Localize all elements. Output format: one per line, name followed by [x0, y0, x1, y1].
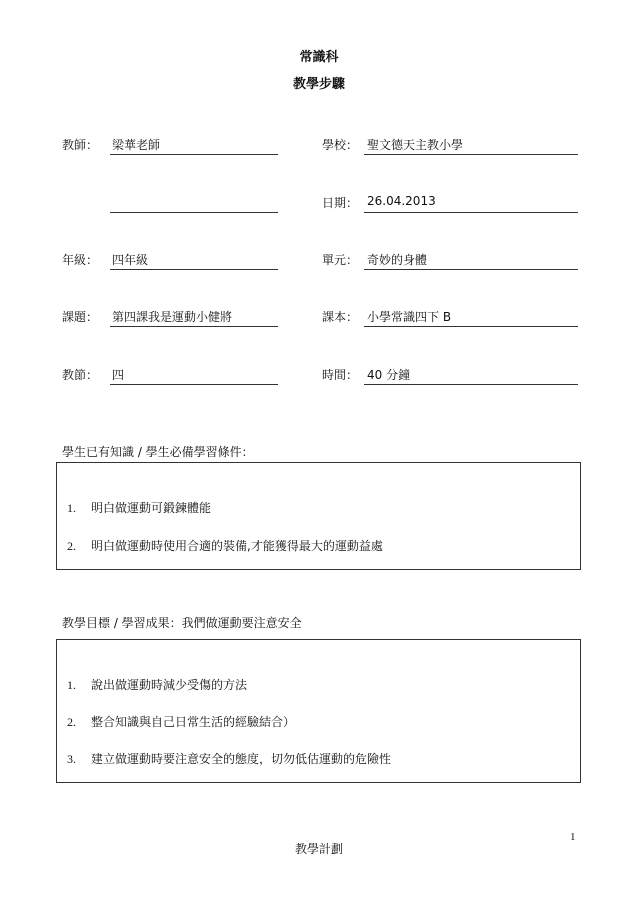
topic-value: 第四課我是運動小健將	[112, 310, 233, 324]
item-text: 說出做運動時減少受傷的方法	[91, 678, 248, 692]
item-number: 3.	[67, 752, 76, 766]
prior-knowledge-item	[67, 499, 211, 516]
time-value: 40 分鐘	[367, 368, 411, 382]
teacher-underline	[110, 154, 278, 155]
period-label: 教節：	[62, 368, 99, 382]
school-value: 聖文德天主教小學	[367, 138, 464, 152]
teacher-label: 教師：	[62, 138, 99, 152]
school-underline	[364, 154, 578, 155]
unit-label: 單元：	[322, 253, 359, 267]
objective-item	[67, 750, 391, 767]
grade-underline	[110, 269, 278, 270]
unit-underline	[364, 269, 578, 270]
prior-knowledge-heading: 學生已有知識 / 學生必備學習條件：	[62, 445, 254, 459]
grade-value: 四年級	[112, 253, 149, 267]
textbook-underline	[364, 326, 578, 327]
objective-item	[67, 713, 295, 730]
item-number: 2.	[67, 539, 76, 553]
textbook-label: 課本：	[322, 310, 359, 324]
teacher-underline-2	[110, 212, 278, 213]
date-underline	[364, 212, 578, 213]
school-label: 學校：	[322, 138, 359, 152]
page-number: 1	[570, 831, 576, 843]
objectives-box	[56, 639, 581, 783]
item-text: 整合知識與自己日常生活的經驗結合）	[91, 715, 296, 729]
period-underline	[110, 384, 278, 385]
item-number: 1.	[67, 678, 76, 692]
item-number: 2.	[67, 715, 76, 729]
topic-underline	[110, 326, 278, 327]
date-label: 日期：	[322, 196, 359, 210]
item-text: 明白做運動時使用合適的裝備,才能獲得最大的運動益處	[91, 539, 383, 553]
item-number: 1.	[67, 501, 76, 515]
subject-title: 常識科	[299, 50, 339, 65]
footer-label: 教學計劃	[294, 842, 343, 856]
date-value: 26.04.2013	[367, 194, 436, 208]
textbook-value: 小學常識四下 B	[367, 310, 452, 324]
period-value: 四	[112, 368, 125, 382]
prior-knowledge-box	[56, 462, 581, 570]
item-text: 明白做運動可鍛鍊體能	[91, 501, 212, 515]
prior-knowledge-item	[67, 537, 383, 554]
unit-value: 奇妙的身體	[367, 253, 428, 267]
time-label: 時間：	[322, 368, 359, 382]
topic-label: 課題：	[62, 310, 99, 324]
grade-label: 年級：	[62, 253, 99, 267]
teacher-value: 梁華老師	[112, 138, 161, 152]
time-underline	[364, 384, 578, 385]
page-title: 教學步驟	[292, 77, 345, 92]
objectives-heading: 教學目標 / 學習成果：我們做運動要注意安全	[62, 616, 302, 630]
item-text: 建立做運動時要注意安全的態度，切勿低估運動的危險性	[91, 752, 392, 766]
objective-item	[67, 676, 247, 693]
